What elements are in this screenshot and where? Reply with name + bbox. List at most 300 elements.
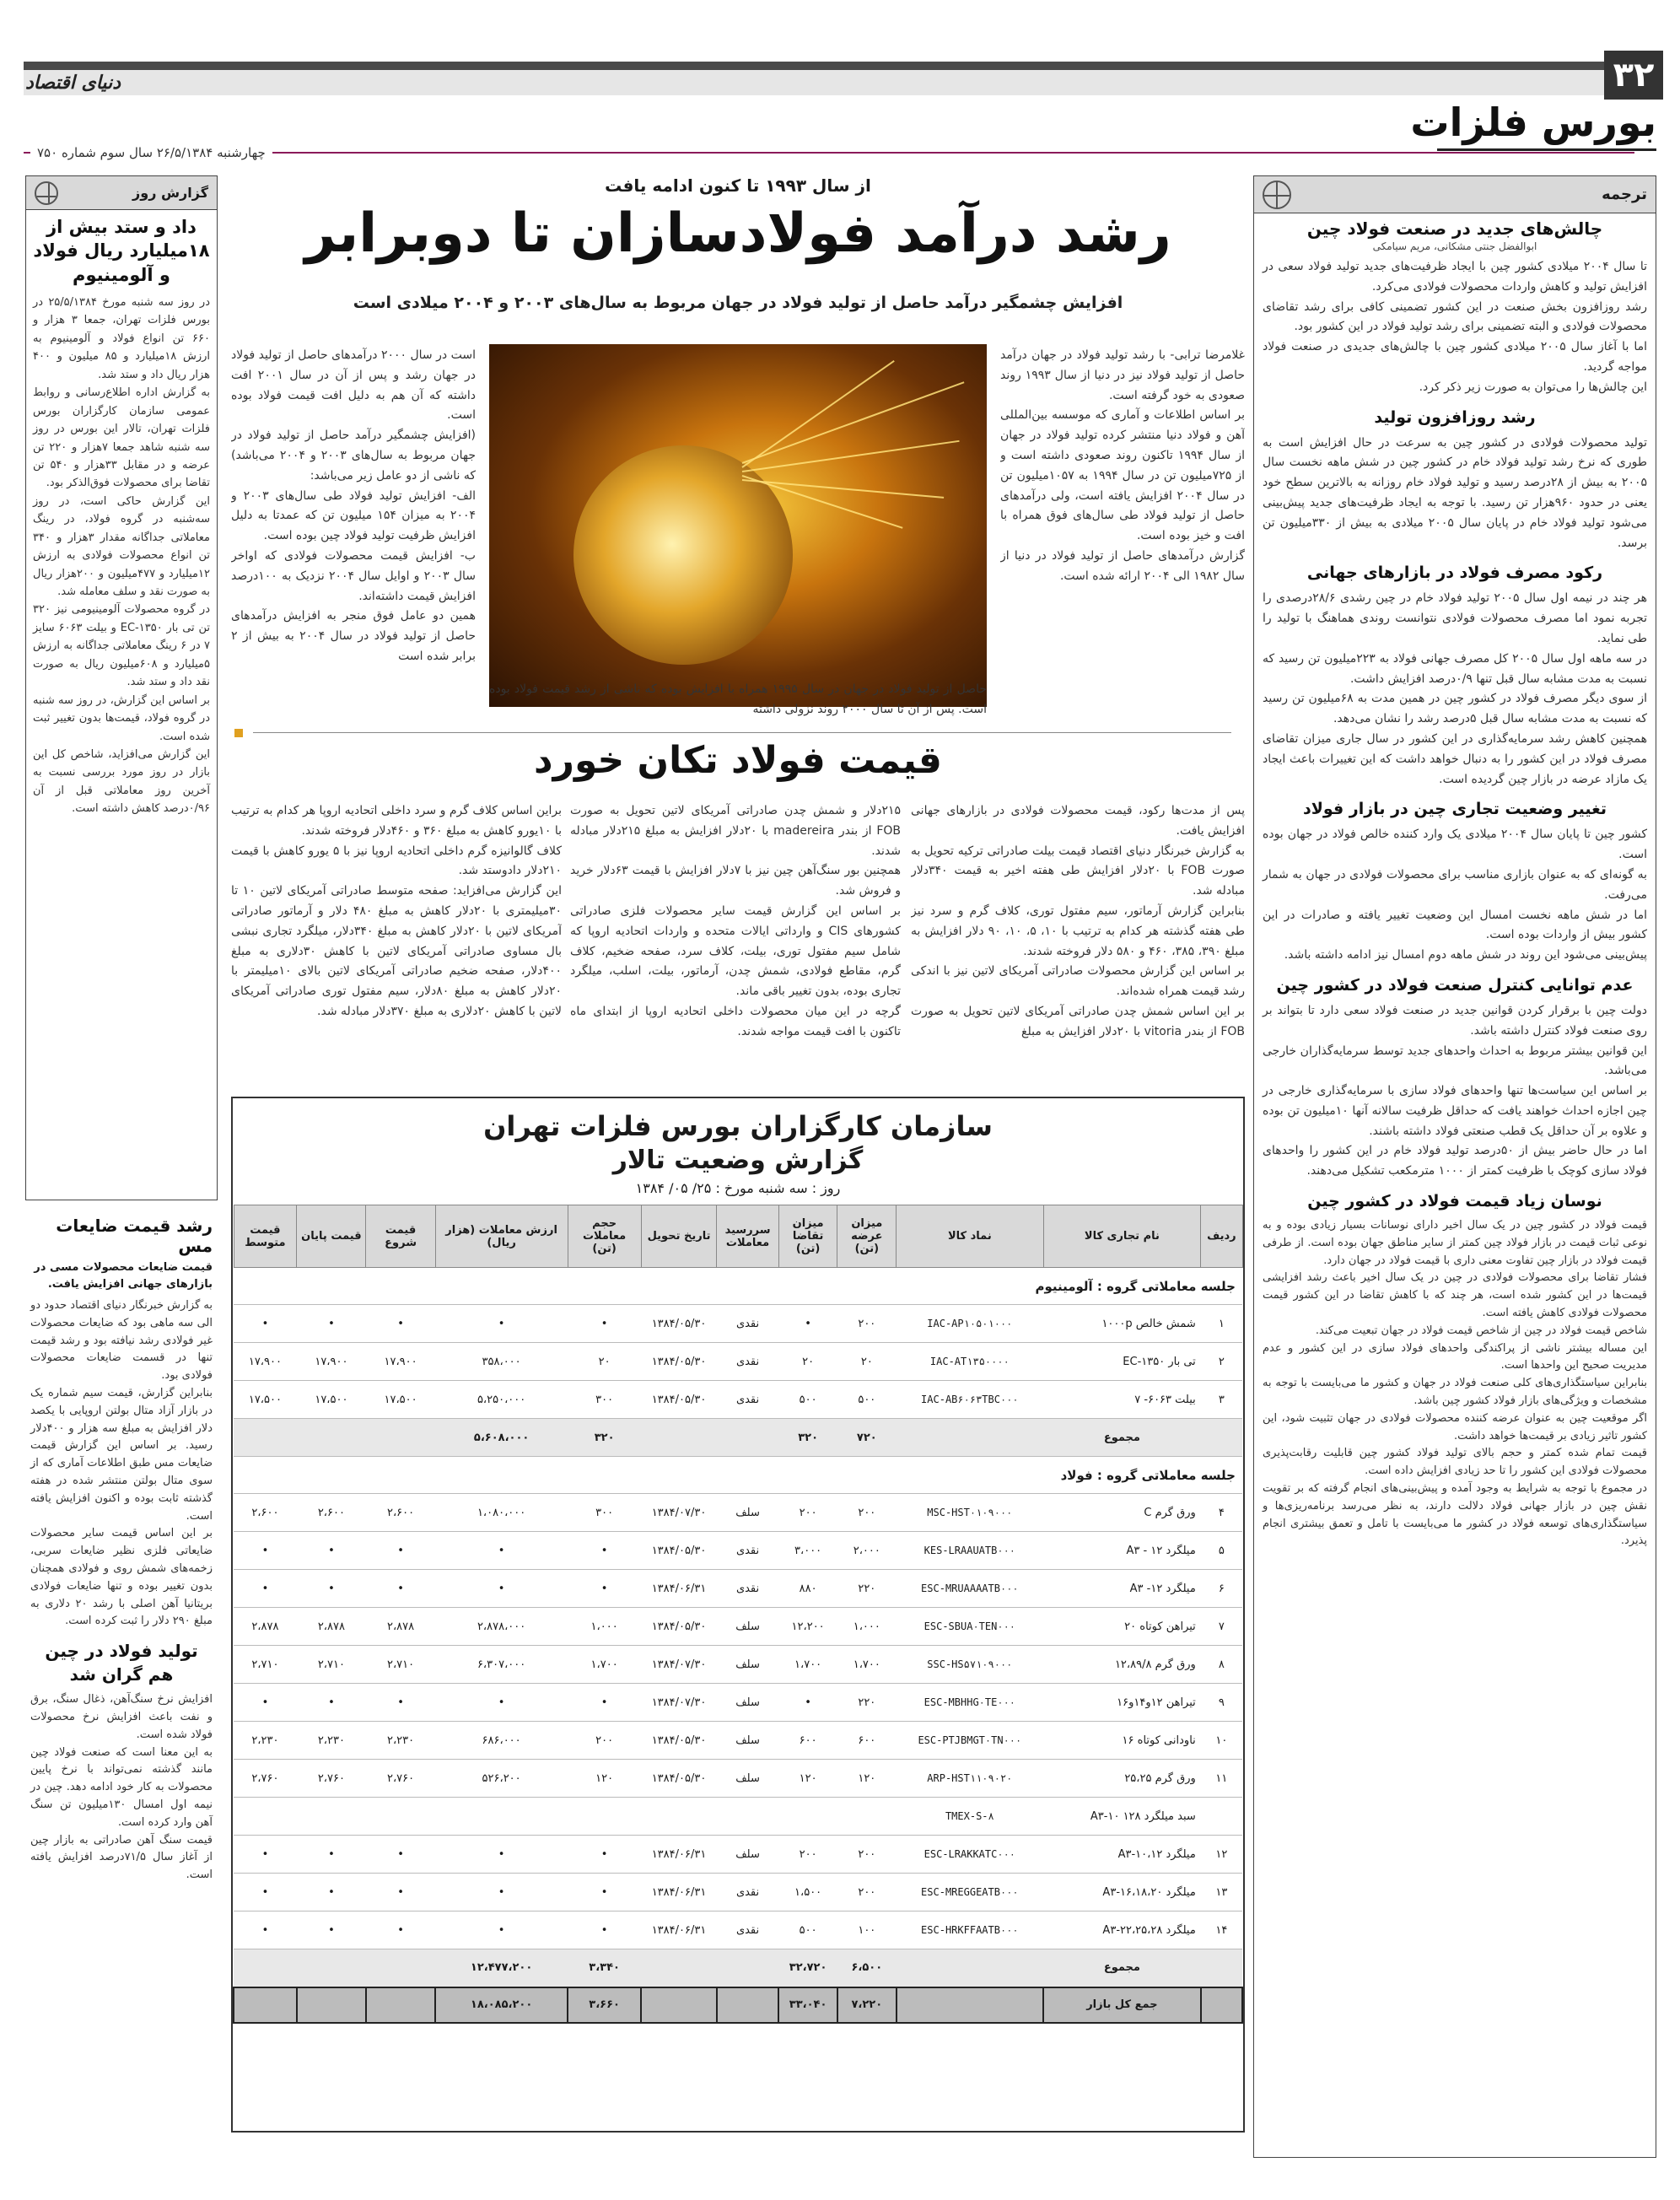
secondary-headline: قیمت فولاد تکان خورد xyxy=(534,739,942,782)
table-cell: ۵ xyxy=(1201,1532,1242,1570)
report-text: در روز سه شنبه مورخ ۲۵/۵/۱۳۸۴ در بورس فلزات تهران، جمعا ۳ هزار و ۶۶۰ تن انواع فولاد و آلومینیوم به ارزش ۱۸میلیارد و ۸۵ میلیون و ۴۰۰ هزار ریال داد و ستد شد. به گزارش اداره اطلاع‌رسانی و روابط عمومی سازمان کارگزاران بورس فلزات تهران، تالار این بورس در روز سه شنبه شاهد جمعا ۷هزار و ۲۲۰ تن عرضه و در مقابل ۳۳هزار و ۵۴۰ تن تقاضا برای محصولات فوق‌الذکر بود. این گزارش حاکی است، در روز سه‌شنبه در گروه فولاد، در رینگ معاملاتی جداگانه مقدار ۳هزار و ۳۴۰ تن انواع محصولات فولادی به ارزش ۱۲میلیارد و ۴۷۷میلیون و ۲۰۰هزار ریال به صورت نقد و سلف معامله شد. در گروه محصولات آلومینیومی نیز ۳۲۰ تن تی بار EC-۱۳۵۰ و بیلت ۶۰۶۳ سایز ۷ در ۶ رینگ معاملاتی جداگانه به ارزش ۵میلیارد و ۶۰۸میلیون ریال به صورت نقد داد و ستد شد. بر اساس این گزارش، در روز سه شنبه در گروه فولاد، قیمت‌ها بدون تغییر ثبت شده است. این گزارش می‌افزاید، شاخص کل این بازار در روز مورد بررسی نسبت به آخرین روز معاملاتی قبل از آن ۰/۹۶درصد کاهش داشته است. xyxy=(33,296,211,816)
table-cell: ۳،۰۰۰ xyxy=(778,1532,837,1570)
table-cell: • xyxy=(568,1912,641,1949)
table-cell xyxy=(641,1419,717,1457)
table-row xyxy=(234,1760,1242,1798)
trading-table xyxy=(233,1205,1243,2024)
column-header: حجم معاملات (تن) xyxy=(568,1205,641,1268)
table-cell: مجموع xyxy=(1043,1419,1201,1457)
table-cell xyxy=(234,1798,297,1836)
article-byline: ابوالفضل جنتی مشکانی، مریم سیامکی xyxy=(1372,240,1537,252)
table-cell: ۱۳۸۴/۰۵/۳۰ xyxy=(641,1305,717,1343)
china-cost-text: افزایش نرخ سنگ‌آهن، ذغال سنگ، برق و نفت باعث افزایش نرخ محصولات فولاد شده است. به این معنا است که صنعت فولاد چین مانند گذشته نمی‌تواند با نرخ پایین محصولات به کار خود ادامه دهد. چین در نیمه اول امسال ۱۳۰میلیون تن سنگ آهن وارد کرده است. قیمت سنگ آهن صادراتی به بازار چین از آغاز سال ۷۱/۵درصد افزایش یافته است. xyxy=(30,1693,213,1882)
table-cell: ۵،۶۰۸،۰۰۰ xyxy=(435,1419,568,1457)
table-cell: • xyxy=(297,1532,366,1570)
table-cell: ۱۳۸۴/۰۶/۳۱ xyxy=(641,1836,717,1874)
table-cell xyxy=(641,1798,717,1836)
table-cell: ۵۰۰ xyxy=(778,1912,837,1949)
table-cell: ۱۷،۵۰۰ xyxy=(234,1381,297,1419)
page-number: ۳۲ xyxy=(1604,51,1663,100)
copper-scrap-article xyxy=(25,1211,218,2164)
article-column-left: است در سال ۲۰۰۰ درآمدهای حاصل از تولید فولاد در جهان رشد و پس از آن در سال ۲۰۰۱ افت داشته که آن هم به دلیل افت قیمت فولاد بوده است. (افزایش چشمگیر درآمد حاصل از تولید فولاد در جهان مربوط به سال‌های ۲۰۰۳ و ۲۰۰۴ می‌باشد) که ناشی از دو عامل زیر می‌باشد: الف- افزایش تولید فولاد طی سال‌های ۲۰۰۳ و ۲۰۰۴ به میزان ۱۵۴ میلیون تن که عمدتا به دلیل افزایش ظرفیت تولید فولاد چین بوده است. ب- افزایش قیمت محصولات فولادی که اواخر سال ۲۰۰۳ و اوایل سال ۲۰۰۴ نزدیک به ۱۰۰درصد افزایش قیمت داشته‌اند. همین دو عامل فوق منجر به افزایش درآمدهای حاصل از تولید فولاد در سال ۲۰۰۴ به بیش از ۲ برابر شده است xyxy=(231,348,476,663)
table-row xyxy=(234,1684,1242,1722)
table-cell: ۱،۰۰۰ xyxy=(568,1608,641,1646)
table-cell: ۹ xyxy=(1201,1684,1242,1722)
table-cell: ۱۷،۹۰۰ xyxy=(297,1343,366,1381)
table-cell xyxy=(568,1798,641,1836)
table-cell: میلگرد ۱۰،۱۲-A۳ xyxy=(1043,1836,1201,1874)
table-cell: ۲۰ xyxy=(778,1343,837,1381)
table-cell: ۱۳ xyxy=(1201,1874,1242,1912)
table-row xyxy=(234,1608,1242,1646)
table-cell: ۲۰ xyxy=(837,1343,897,1381)
table-date: روز : سه شنبه مورخ : ۲۵/ ۰۵/ ۱۳۸۴ xyxy=(635,1180,841,1196)
table-cell: نقدی xyxy=(717,1305,778,1343)
table-cell: • xyxy=(366,1836,435,1874)
table-cell: • xyxy=(778,1684,837,1722)
table-cell: ۲،۷۶۰ xyxy=(366,1760,435,1798)
table-cell: ۲۰۰ xyxy=(837,1836,897,1874)
table-cell: ۱،۰۰۰ xyxy=(837,1608,897,1646)
table-cell: ۲،۸۷۸،۰۰۰ xyxy=(435,1608,568,1646)
table-row xyxy=(234,1836,1242,1874)
table-cell xyxy=(297,1798,366,1836)
column-header: میزان تقاضا (تن) xyxy=(778,1205,837,1268)
china-cost-title: تولید فولاد در چین هم گران شد xyxy=(45,1641,198,1685)
table-cell: ESC-HRKFFAATB۰۰۰ xyxy=(897,1912,1043,1949)
table-cell: تیراهن ۱۲و۱۴و۱۶ xyxy=(1043,1684,1201,1722)
group-label: جلسه معاملاتی گروه : فولاد xyxy=(234,1457,1242,1494)
table-cell xyxy=(1201,1798,1242,1836)
column-header: تاریخ تحویل xyxy=(641,1205,717,1268)
table-cell: ARP-HST۱۱۰۹۰۲۰ xyxy=(897,1760,1043,1798)
table-cell: • xyxy=(568,1305,641,1343)
table-row xyxy=(234,1532,1242,1570)
table-cell: ۲۰۰ xyxy=(778,1494,837,1532)
table-cell xyxy=(717,1419,778,1457)
copper-text: به گزارش خبرنگار دنیای اقتصاد حدود دو الی سه ماهی بود که ضایعات محصولات غیر فولادی رشد نیافته بود و رشد قیمت تنها در قسمت ضایعات محصولات فولادی بود. بنابراین گزارش، قیمت سیم شماره یک در بازار آزاد متال بولتن اروپایی با یکصد دلار افزایش به مبلغ سه هزار و ۴۰۰دلار رسید. بر اساس این گزارش قیمت ضایعات مس طبق اطلاعات آماری که از سوی متال بولتن منتشر شده در هفته گذشته ثابت بوده و اکنون افزایش یافته است. بر این اساس قیمت سایر محصولات ضایعاتی فلزی نظیر ضایعات سربی، زخمه‌های شمش روی و فولادی همچنان بدون تغییر بوده و تنها ضایعات فولادی بریتانیا آهن اصلی با رشد ۲۰ دلاری به مبلغ ۲۹۰ دلار را ثبت کرده است. xyxy=(30,1299,213,1628)
table-cell: ۴ xyxy=(1201,1494,1242,1532)
daily-report-header xyxy=(26,176,217,210)
table-cell: نقدی xyxy=(717,1912,778,1949)
table-header-row xyxy=(234,1205,1242,1268)
table-cell: ۱۳۸۴/۰۷/۳۰ xyxy=(641,1494,717,1532)
table-cell: ۳۲۰ xyxy=(778,1419,837,1457)
table-cell: ۳۵۸،۰۰۰ xyxy=(435,1343,568,1381)
table-cell: ۲۰۰ xyxy=(837,1494,897,1532)
table-row xyxy=(234,1343,1242,1381)
subhead-4: عدم توانایی کنترل صنعت فولاد در کشور چین xyxy=(1276,975,1634,995)
table-cell: ۲،۸۷۸ xyxy=(366,1608,435,1646)
article-kicker: از سال ۱۹۹۳ تا کنون ادامه یافت xyxy=(605,175,871,196)
paragraph-1: تولید محصولات فولادی در کشور چین به سرعت در حال افزایش است به طوری که نرخ رشد تولید فولاد خام در کشور چین در شش ماهه نخست سال ۲۰۰۵ به بیش از ۲۸درصد رسید و تولید فولاد خام روزانه به بالاترین سطح خود یعنی در حدود ۹۶۰هزار تن رسید. با توجه به ایجاد ظرفیت‌های جدید پیش‌بینی می‌شود تولید فولاد خام در پایان سال ۲۰۰۵ میلادی به بیش از ۳۳۰میلیون تن برسد. xyxy=(1263,435,1647,550)
table-cell: میلگرد ۱۲- A۳ xyxy=(1043,1570,1201,1608)
table-row xyxy=(234,1912,1242,1949)
table-cell xyxy=(717,1798,778,1836)
table-cell: • xyxy=(568,1684,641,1722)
article-lead: افزایش چشمگیر درآمد حاصل از تولید فولاد در جهان مربوط به سال‌های ۲۰۰۳ و ۲۰۰۴ میلادی است xyxy=(353,294,1123,312)
table-cell: ۲،۲۳۰ xyxy=(297,1722,366,1760)
table-cell: ۱۲۰ xyxy=(778,1760,837,1798)
table-cell: ۱۷،۹۰۰ xyxy=(366,1343,435,1381)
dateline: چهارشنبه ۲۶/۵/۱۳۸۴ سال سوم شماره ۷۵۰ xyxy=(30,145,272,160)
table-cell: ۱۷،۵۰۰ xyxy=(366,1381,435,1419)
table-cell xyxy=(1201,1949,1242,1987)
daily-report-column xyxy=(25,175,218,1200)
table-cell xyxy=(717,1987,778,2023)
table-cell: ۳۲۰ xyxy=(568,1419,641,1457)
section-underline xyxy=(1437,148,1656,151)
table-cell: ۱۳۸۴/۰۵/۳۰ xyxy=(641,1532,717,1570)
table-cell: • xyxy=(435,1305,568,1343)
subhead-3: تغییر وضعیت تجاری چین در بازار فولاد xyxy=(1302,800,1607,819)
table-cell xyxy=(366,1987,435,2023)
translation-column-header xyxy=(1254,176,1656,213)
table-cell: • xyxy=(234,1836,297,1874)
price-column-2: ۲۱۵دلار و شمش چدن صادراتی آمریکای لاتین تحویل به صورت FOB از بندر madereira با ۲۰دلار افزایش به مبلغ ۲۱۵دلار مبادله شدند. همچنین بور سنگ‌آهن چین نیز با ۷دلار افزایش با قیمت ۶۳دلار خرید و فروش شد. بر اساس این گزارش قیمت سایر محصولات فلزی صادراتی کشورهای CIS و وارداتی ایالات متحده و واردات اتحادیه اروپا که شامل سیم مفتول توری، بیلت، کلاف سرد، صفحه ضخیم، کلاف گرم، مقاطع فولادی، شمش چدن، آرماتور، بیلت، اسلب، میلگرد تجاری بوده، بدون تغییر باقی ماند. گرچه در این میان محصولات داخلی اتحادیه اروپا از ابتدای ماه تاکنون با افت قیمت مواجه شدند. xyxy=(570,804,901,1038)
table-cell: ۱۳۸۴/۰۵/۳۰ xyxy=(641,1343,717,1381)
table-cell: • xyxy=(297,1305,366,1343)
table-cell: • xyxy=(435,1912,568,1949)
table-cell xyxy=(234,1987,297,2023)
table-cell: • xyxy=(778,1305,837,1343)
report-title: داد و ستد بیش از ۱۸میلیارد ریال فولاد و آلومینیوم xyxy=(33,217,210,285)
table-cell: ۷۲۰ xyxy=(837,1419,897,1457)
table-cell: ۱،۷۰۰ xyxy=(837,1646,897,1684)
table-cell: KES-LRAAUATB۰۰۰ xyxy=(897,1532,1043,1570)
copper-title: رشد قیمت ضایعات مس xyxy=(56,1216,213,1256)
table-cell: ۲۰ xyxy=(568,1343,641,1381)
table-cell: ۱۲ xyxy=(1201,1836,1242,1874)
table-cell: ۲،۸۷۸ xyxy=(234,1608,297,1646)
group-label: جلسه معاملاتی گروه : آلومینیوم xyxy=(234,1268,1242,1305)
table-cell xyxy=(297,1987,366,2023)
table-cell: ۲،۶۰۰ xyxy=(234,1494,297,1532)
table-cell: ۵۲۶،۲۰۰ xyxy=(435,1760,568,1798)
table-cell: ۱۳۸۴/۰۵/۳۰ xyxy=(641,1722,717,1760)
table-cell: ۲ xyxy=(1201,1343,1242,1381)
column-header: ردیف xyxy=(1201,1205,1242,1268)
subhead-5: نوسان زیاد قیمت فولاد در کشور چین xyxy=(1307,1192,1602,1211)
table-cell: ۵۰۰ xyxy=(778,1381,837,1419)
column-header: قیمت شروع xyxy=(366,1205,435,1268)
price-column-3: براین اساس کلاف گرم و سرد داخلی اتحادیه اروپا هر کدام به ترتیب با ۱۰یورو کاهش به مبلغ ۳۶۰ و ۴۶۰دلار فروخته شدند. کلاف گالوانیزه گرم داخلی اتحادیه اروپا نیز با ۵ یورو کاهش با قیمت ۲۱۰دلار دادوستد شد. این گزارش می‌افزاید: صفحه متوسط صادراتی آمریکای لاتین ۱۰ تا ۳۰میلیمتری با ۲۰دلار کاهش به مبلغ ۴۸۰ دلار و آرماتور صادراتی آمریکای لاتین با ۲۰دلار کاهش به مبلغ ۳۴۰دلار، میلگرد تجاری نبشی بال مساوی صادراتی آمریکای لاتین با کاهش ۳۰دلاری به مبلغ ۴۰۰دلار، صفحه ضخیم صادراتی آمریکای لاتین بالای ۱۰میلیمتر با ۲۰دلار کاهش به مبلغ ۸۰دلار، سیم مفتول توری صادراتی آمریکای لاتین با کاهش ۲۰دلاری به مبلغ ۳۷۰دلار مبادله شد. xyxy=(231,804,562,1018)
table-cell: ۱۰ xyxy=(1201,1722,1242,1760)
table-cell: • xyxy=(366,1874,435,1912)
table-cell: ۱۴ xyxy=(1201,1912,1242,1949)
article-intro: تا سال ۲۰۰۴ میلادی کشور چین با ایجاد ظرفیت‌های جدید تولید فولاد سعی در افزایش تولید و کاهش واردات محصولات فولادی می‌کرد. رشد روزافزون بخش صنعت در این کشور تضمینی کافی برای رشد تقاضای محصولات فولادی و البته تضمینی برای رشد تولید فولاد در این کشور بود. اما با آغاز سال ۲۰۰۵ میلادی کشور چین با چالش‌های جدیدی در صنعت فولاد مواجه گردید. این چالش‌ها را می‌توان به صورت زیر ذکر کرد. xyxy=(1263,260,1647,394)
table-subtitle: گزارش وضعیت تالار xyxy=(612,1146,864,1175)
table-cell: سلف xyxy=(717,1760,778,1798)
table-cell: سلف xyxy=(717,1684,778,1722)
table-cell: ESC-SBUA۰TEN۰۰۰ xyxy=(897,1608,1043,1646)
table-cell: ۱۷،۵۰۰ xyxy=(297,1381,366,1419)
section-marker xyxy=(234,729,243,737)
table-cell xyxy=(366,1419,435,1457)
table-cell: ۳۲،۷۲۰ xyxy=(778,1949,837,1987)
table-cell: • xyxy=(234,1684,297,1722)
table-cell: ۳۰۰ xyxy=(568,1381,641,1419)
table-cell: ۲۰۰ xyxy=(778,1836,837,1874)
table-cell: ۱،۷۰۰ xyxy=(568,1646,641,1684)
table-cell: ۶ xyxy=(1201,1570,1242,1608)
table-cell: MSC-HST۰۱۰۹۰۰۰ xyxy=(897,1494,1043,1532)
table-body xyxy=(234,1268,1242,2023)
table-cell: ۸ xyxy=(1201,1646,1242,1684)
table-cell: • xyxy=(435,1874,568,1912)
table-cell: سلف xyxy=(717,1722,778,1760)
table-cell: میلگرد ۲۲،۲۵،۲۸-A۳ xyxy=(1043,1912,1201,1949)
table-cell: ESC-LRAKKATC۰۰۰ xyxy=(897,1836,1043,1874)
header-band xyxy=(24,70,1611,95)
group-row xyxy=(234,1457,1242,1494)
column-header: نماد کالا xyxy=(897,1205,1043,1268)
table-cell: • xyxy=(366,1912,435,1949)
table-cell: • xyxy=(435,1532,568,1570)
table-cell: ESC-PTJBMGT۰TN۰۰۰ xyxy=(897,1722,1043,1760)
table-cell: ۱۳۸۴/۰۵/۳۰ xyxy=(641,1760,717,1798)
table-cell: ۵،۲۵۰،۰۰۰ xyxy=(435,1381,568,1419)
table-cell: ۶،۵۰۰ xyxy=(837,1949,897,1987)
table-cell xyxy=(717,1949,778,1987)
table-cell: • xyxy=(297,1836,366,1874)
table-cell: ۲۰۰ xyxy=(837,1305,897,1343)
table-cell: ۷ xyxy=(1201,1608,1242,1646)
table-cell: ۱۲،۴۷۷،۲۰۰ xyxy=(435,1949,568,1987)
table-cell: • xyxy=(297,1912,366,1949)
table-cell: IAC-AB۶۰۶۳TBC۰۰۰ xyxy=(897,1381,1043,1419)
column-header: قیمت پایان xyxy=(297,1205,366,1268)
table-cell xyxy=(1201,1987,1242,2023)
table-cell: • xyxy=(435,1836,568,1874)
column-header: نام تجاری کالا xyxy=(1043,1205,1201,1268)
table-cell: ناودانی کوتاه ۱۶ xyxy=(1043,1722,1201,1760)
table-cell: ۸۸۰ xyxy=(778,1570,837,1608)
table-cell: • xyxy=(297,1874,366,1912)
table-cell: نقدی xyxy=(717,1381,778,1419)
subtotal-row xyxy=(234,1419,1242,1457)
table-cell xyxy=(778,1798,837,1836)
table-cell: ۲۲۰ xyxy=(837,1570,897,1608)
table-cell: شمش خالص ۱۰۰۰p xyxy=(1043,1305,1201,1343)
table-cell: • xyxy=(234,1305,297,1343)
steel-cutting-photo xyxy=(489,344,987,707)
table-cell: میلگرد ۱۶،۱۸،۲۰-A۳ xyxy=(1043,1874,1201,1912)
table-cell: ۲۰۰ xyxy=(568,1722,641,1760)
table-cell: ESC-MRUAAAATB۰۰۰ xyxy=(897,1570,1043,1608)
table-cell: ۱۰۰ xyxy=(837,1912,897,1949)
table-cell: • xyxy=(366,1532,435,1570)
table-cell: ۶۸۶،۰۰۰ xyxy=(435,1722,568,1760)
table-cell: ۲،۷۶۰ xyxy=(297,1760,366,1798)
steel-disc xyxy=(573,445,793,665)
table-row xyxy=(234,1305,1242,1343)
table-cell: ۱،۷۰۰ xyxy=(778,1646,837,1684)
column-header: ارزش معاملات (هزار ریال) xyxy=(435,1205,568,1268)
table-cell xyxy=(234,1419,297,1457)
table-cell: ۳ xyxy=(1201,1381,1242,1419)
table-cell: TMEX-S-۸ xyxy=(897,1798,1043,1836)
spark xyxy=(742,381,965,464)
table-cell: ۷،۲۲۰ xyxy=(837,1987,897,2023)
table-cell: سلف xyxy=(717,1646,778,1684)
table-cell: ESC-MBHHG۰TE۰۰۰ xyxy=(897,1684,1043,1722)
table-cell: • xyxy=(568,1836,641,1874)
table-cell xyxy=(435,1798,568,1836)
table-cell: ۲،۲۳۰ xyxy=(234,1722,297,1760)
table-cell: SSC-HS۵۷۱۰۹۰۰۰ xyxy=(897,1646,1043,1684)
table-cell: ۲،۲۳۰ xyxy=(366,1722,435,1760)
table-cell: • xyxy=(234,1874,297,1912)
table-cell xyxy=(366,1949,435,1987)
paragraph-5: قیمت فولاد در کشور چین در یک سال اخیر دارای نوسانات بسیار زیادی بوده و به نوعی ثبات قیمت در بازار فولاد چین کمتر از سایر مناطق جهان بوده است. از طرفی قیمت فولاد در بازار چین تفاوت معنی داری با قیمت فولاد در جهان دارد. فشار تقاضا برای محصولات فولادی در چین در یک سال اخیر باعث رشد افزایشی قیمت‌ها در این کشور شده است، هر چند که با کاهش تقاضا در این کشور قیمت محصولات فولادی کاهش یافته است. شاخص قیمت فولاد در چین از شاخص قیمت فولاد در جهان تبعیت می‌کند. این مساله بیشتر ناشی از پراکندگی واحدهای فولاد سازی در این کشور و عدم مدیریت صحیح این واحدها است. بنابراین سیاستگذاری‌های کلی صنعت فولاد در جهان و کشور ما می‌بایست با توجه به مشخصات و ویژگی‌های بازار فولاد کشور چین باشد. اگر موقعیت چین به عنوان عرضه کننده محصولات فولادی در جهان تثبیت شود، این کشور تاثیر زیادی بر قیمت‌ها خواهد داشت. قیمت تمام شده کمتر و حجم بالای تولید فولاد کشور چین قابلیت رقابت‌پذیری محصولات فولادی این کشور را تا حد زیادی افزایش داده است. در مجموع با توجه به شرایط به وجود آمده و پیش‌بینی‌های انجام گرفته که بر تقویت نقش چین در بازار جهانی فولاد دلالت دارند، به نظر می‌رسد برنامه‌ریزی‌ها و سیاستگذاری‌های توسعه فولاد در کشور ما می‌بایست با تامل و تعمق بیشتری انجام پذیرد. xyxy=(1263,1219,1647,1548)
column-header: قیمت متوسط xyxy=(234,1205,297,1268)
table-cell: ۱۷،۹۰۰ xyxy=(234,1343,297,1381)
table-cell: ۱۲،۲۰۰ xyxy=(778,1608,837,1646)
top-rule xyxy=(24,62,1634,70)
table-cell: سبد میلگرد A۳-۱۰ ۱۲۸ xyxy=(1043,1798,1201,1836)
table-cell: • xyxy=(297,1684,366,1722)
table-cell: ۲،۶۰۰ xyxy=(297,1494,366,1532)
table-cell: ۳۳،۰۴۰ xyxy=(778,1987,837,2023)
table-cell: ۶۰۰ xyxy=(837,1722,897,1760)
table-cell: ۲،۷۱۰ xyxy=(234,1646,297,1684)
table-cell: نقدی xyxy=(717,1343,778,1381)
table-cell xyxy=(641,1987,717,2023)
table-cell xyxy=(366,1798,435,1836)
divider xyxy=(253,732,1231,733)
table-cell: ۲،۷۱۰ xyxy=(366,1646,435,1684)
table-cell: ۱ xyxy=(1201,1305,1242,1343)
table-cell: IAC-AP۱۰۵۰۱۰۰۰ xyxy=(897,1305,1043,1343)
table-cell: ۱۳۸۴/۰۷/۳۰ xyxy=(641,1684,717,1722)
table-cell: ۲،۷۱۰ xyxy=(297,1646,366,1684)
table-cell: ۱۳۸۴/۰۶/۳۱ xyxy=(641,1874,717,1912)
table-cell: ۳،۶۶۰ xyxy=(568,1987,641,2023)
globe-icon xyxy=(1263,181,1291,209)
table-cell: ۱۳۸۴/۰۶/۳۱ xyxy=(641,1912,717,1949)
table-cell xyxy=(897,1987,1043,2023)
table-cell xyxy=(641,1949,717,1987)
trading-report xyxy=(231,1097,1245,2133)
table-cell: IAC-AT۱۳۵۰۰۰۰ xyxy=(897,1343,1043,1381)
table-cell: نقدی xyxy=(717,1570,778,1608)
table-cell: نقدی xyxy=(717,1874,778,1912)
table-row xyxy=(234,1494,1242,1532)
table-cell: ۲۲۰ xyxy=(837,1684,897,1722)
paragraph-2: هر چند در نیمه اول سال ۲۰۰۵ تولید فولاد خام در چین رشدی ۲۸/۶درصدی را تجربه نمود اما مصرف محصولات فولادی نتوانست روندی هماهنگ با تولید را طی نماید. در سه ماهه اول سال ۲۰۰۵ کل مصرف جهانی فولاد به ۲۲۳میلیون تن رسید که نسبت به مدت مشابه سال قبل تنها ۰/۹درصد افزایش داشت. از سوی دیگر مصرف فولاد در کشور چین در همین مدت به ۶۸میلیون تن رسید که نسبت به مدت مشابه سال قبل ۵درصد رشد را نشان می‌دهد. همچنین کاهش رشد سرمایه‌گذاری در این کشور در سال جاری میزان تقاضای مصرف فولاد در این کشور را به دنبال خواهد داشت که این تغییرات باعث ایجاد یک مازاد عرضه در بازار چین گردیده است. xyxy=(1263,591,1647,786)
table-cell: ۱۳۸۴/۰۵/۳۰ xyxy=(641,1381,717,1419)
table-cell: • xyxy=(435,1684,568,1722)
table-cell: • xyxy=(234,1532,297,1570)
table-cell: نقدی xyxy=(717,1532,778,1570)
table-row xyxy=(234,1722,1242,1760)
article-title: چالش‌های جدید در صنعت فولاد چین xyxy=(1306,218,1603,239)
table-cell: تی بار EC-۱۳۵۰ xyxy=(1043,1343,1201,1381)
table-cell: ESC-MREGGEATB۰۰۰ xyxy=(897,1874,1043,1912)
article-column-right: غلامرضا ترابی- با رشد تولید فولاد در جهان درآمد حاصل از تولید فولاد نیز در دنیا از سال ۱۹۹۳ روند صعودی به خود گرفته است. بر اساس اطلاعات و آماری که موسسه بین‌المللی آهن و فولاد دنیا منتشر کرده تولید فولاد در جهان از سال ۱۹۹۴ تاکنون روند صعودی داشته است و از ۷۲۵میلیون تن در سال ۱۹۹۴ به ۱۰۵۷میلیون تن در سال ۲۰۰۴ افزایش یافته است، ولی درآمدهای حاصل از تولید فولاد طی سال‌های فوق همراه با افت و خیز بوده است. گزارش درآمدهای حاصل از تولید فولاد در دنیا از سال ۱۹۸۲ الی ۲۰۰۴ ارائه شده است. xyxy=(1000,348,1245,583)
table-cell: ۲،۸۷۸ xyxy=(297,1608,366,1646)
paragraph-3: کشور چین تا پایان سال ۲۰۰۴ میلادی یک وارد کننده خالص فولاد در جهان بوده است. به گونه‌ای که به عنوان بازاری مناسب برای محصولات فولادی در جهان به شمار می‌رفت. اما در شش ماهه نخست امسال این وضعیت تغییر یافته و صادرات در این کشور بیش از واردات بوده است. پیش‌بینی می‌شود این روند در شش ماهه دوم امسال نیز ادامه داشته باشد. xyxy=(1263,828,1647,962)
copper-subtitle: قیمت ضایعات محصولات مسی در بازارهای جهانی افزایش یافت. xyxy=(34,1261,213,1291)
table-cell: ۶،۳۰۷،۰۰۰ xyxy=(435,1646,568,1684)
table-cell: ۳،۳۴۰ xyxy=(568,1949,641,1987)
table-cell: ۲،۰۰۰ xyxy=(837,1532,897,1570)
table-cell: ۲،۷۶۰ xyxy=(234,1760,297,1798)
table-cell: • xyxy=(366,1684,435,1722)
table-cell: • xyxy=(435,1570,568,1608)
table-row xyxy=(234,1381,1242,1419)
section-title: بورس فلزات xyxy=(1410,100,1656,145)
table-cell: ورق گرم C xyxy=(1043,1494,1201,1532)
table-cell: ۶۰۰ xyxy=(778,1722,837,1760)
table-cell xyxy=(837,1798,897,1836)
table-cell: ۱۲۰ xyxy=(568,1760,641,1798)
table-cell: • xyxy=(568,1532,641,1570)
table-cell: تیراهن کوتاه ۲۰ xyxy=(1043,1608,1201,1646)
table-cell: • xyxy=(234,1912,297,1949)
translation-column xyxy=(1253,175,1656,2158)
column-label: ترجمه xyxy=(1602,186,1647,203)
subtotal-row xyxy=(234,1949,1242,1987)
table-cell xyxy=(897,1419,1043,1457)
table-row xyxy=(234,1646,1242,1684)
table-cell: • xyxy=(297,1570,366,1608)
table-cell: ۱،۰۸۰،۰۰۰ xyxy=(435,1494,568,1532)
table-cell xyxy=(297,1949,366,1987)
column-header: سررسید معاملات xyxy=(717,1205,778,1268)
paragraph-4: دولت چین با برقرار کردن قوانین جدید در صنعت فولاد سعی دارد تا بتواند بر روی صنعت فولاد کنترل داشته باشد. این قوانین بیشتر مربوط به احداث واحدهای جدید توسط سرمایه‌گذاران خارجی می‌باشد. بر اساس این سیاست‌ها تنها واحدهای فولاد سازی با سرمایه‌گذاری خارجی در چین اجازه احداث خواهند یافت که حداقل ظرفیت سالانه آنها ۱۰میلیون تن بوده و علاوه بر آن حداقل یک قطب صنعتی فولاد داشته باشند. اما در حال حاضر بیش از ۵۰درصد تولید فولاد خام در این کشور را واحدهای فولاد سازی کوچک با ظرفیت کمتر از ۱۰۰۰ مترمکعب تشکیل می‌دهند. xyxy=(1263,1003,1647,1178)
table-cell: سلف xyxy=(717,1608,778,1646)
table-cell: ۱۲۰ xyxy=(837,1760,897,1798)
table-cell: ۱۳۸۴/۰۵/۳۰ xyxy=(641,1608,717,1646)
table-cell: • xyxy=(568,1570,641,1608)
table-cell: • xyxy=(568,1874,641,1912)
table-cell xyxy=(297,1419,366,1457)
table-cell: • xyxy=(234,1570,297,1608)
table-cell: ۱۳۸۴/۰۶/۳۱ xyxy=(641,1570,717,1608)
table-cell: ورق گرم ۲۵،۲۵ xyxy=(1043,1760,1201,1798)
table-title: سازمان کارگزاران بورس فلزات تهران xyxy=(483,1110,993,1142)
table-cell xyxy=(1201,1419,1242,1457)
globe-icon xyxy=(35,181,58,205)
under-photo-text: حاصل از تولید فولاد در جهان در سال ۱۹۹۵ همراه با افزایش بوده که ناشی از رشد قیمت فولاد بوده است. پس از آن تا سال ۲۰۰۰ روند نزولی داشته xyxy=(489,682,987,716)
table-cell: ۱۸،۰۸۵،۲۰۰ xyxy=(435,1987,568,2023)
table-cell: ۲،۶۰۰ xyxy=(366,1494,435,1532)
subhead-2: رکود مصرف فولاد در بازارهای جهانی xyxy=(1306,563,1603,583)
table-row xyxy=(234,1570,1242,1608)
subhead-1: رشد روزافزون تولید xyxy=(1374,407,1536,427)
table-cell xyxy=(234,1949,297,1987)
table-cell: ۱،۵۰۰ xyxy=(778,1874,837,1912)
column-label: گزارش روز xyxy=(132,185,208,201)
table-cell: ۳۰۰ xyxy=(568,1494,641,1532)
table-cell: ورق گرم ۱۲،۸۹/۸ xyxy=(1043,1646,1201,1684)
table-cell: جمع کل بازار xyxy=(1043,1987,1201,2023)
table-cell: مجموع xyxy=(1043,1949,1201,1987)
table-cell: میلگرد ۱۲ - A۳ xyxy=(1043,1532,1201,1570)
table-row xyxy=(234,1798,1242,1836)
newspaper-logo: دنیای اقتصاد xyxy=(25,72,121,94)
table-cell: سلف xyxy=(717,1836,778,1874)
table-cell: ۱۱ xyxy=(1201,1760,1242,1798)
table-cell: سلف xyxy=(717,1494,778,1532)
main-headline: رشد درآمد فولادسازان تا دوبرابر xyxy=(304,202,1171,265)
table-cell: • xyxy=(366,1305,435,1343)
table-cell: • xyxy=(366,1570,435,1608)
table-cell: ۲۰۰ xyxy=(837,1874,897,1912)
column-header: میزان عرضه (تن) xyxy=(837,1205,897,1268)
